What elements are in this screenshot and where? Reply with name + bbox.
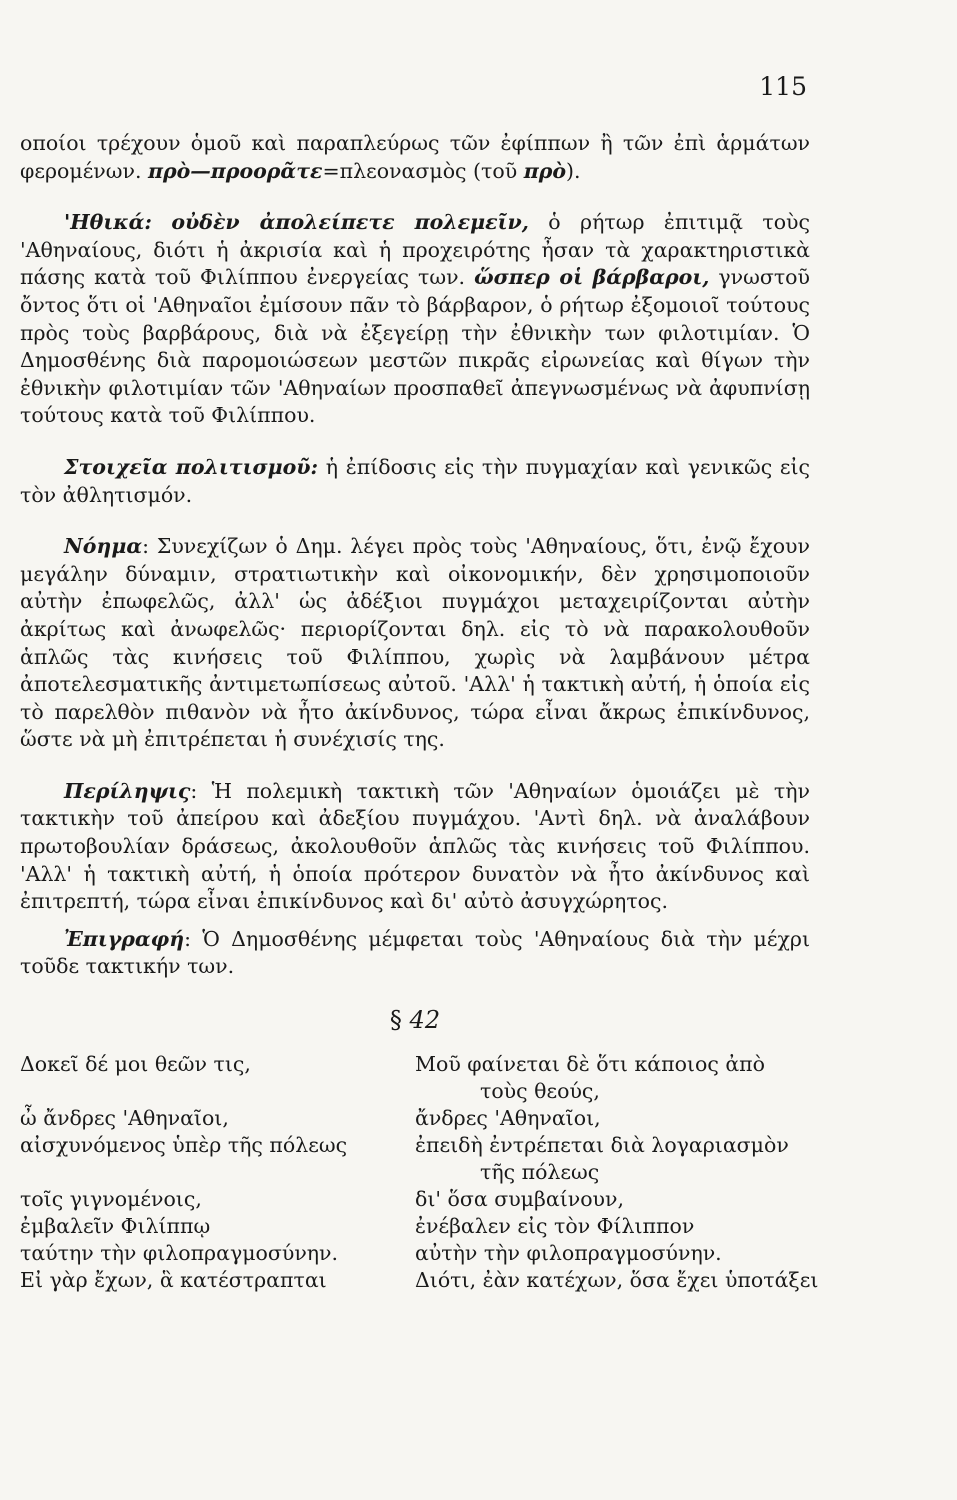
translation-line: δι' ὅσα συμβαίνουν,: [415, 1186, 624, 1211]
translation-line: τοὺς θεούς,: [480, 1078, 600, 1103]
summary-label: Περίληψις: [64, 778, 191, 803]
paragraph-title: Ἐπιγραφή: Ὁ Δημοσθένης μέμφεται τοὺς 'Αθηναίους διὰ τὴν μέχρι τοῦδε τακτικήν των.: [20, 926, 810, 979]
original-line: ταύτην τὴν φιλοπραγμοσύνην.: [20, 1240, 339, 1265]
paragraph-summary: Περίληψις: Ἡ πολεμικὴ τακτικὴ τῶν 'Αθηναίων ὁμοιάζει μὲ τὴν τακτικὴν τοῦ ἀπείρου καὶ ἀδεξίου πυγμάχου. 'Αντὶ δηλ. νὰ ἀναλάβουν πρωτοβουλίαν δράσεως, ἀκολουθοῦν ἁπλῶς τὰς κινήσεις τοῦ Φιλίππου. 'Αλλ' ἡ τακτικὴ αὐτή, ἡ ὁποία πρότερον δυνατὸν νὰ ἦτο ἀκίνδυνος καὶ ἐπιτρεπτή, τώρα εἶναι ἐπικίνδυνος καὶ δι' αὐτὸ ἀσυγχώρητος.: [20, 778, 810, 914]
original-greek-column: [20, 1051, 400, 1294]
paragraph-ethics: 'Ηθικά: οὐδὲν ἀπολείπετε πολεμεῖν, ὁ ρήτωρ ἐπιτιμᾷ τοὺς 'Αθηναίους, διότι ἡ ἀκρισία καὶ ἡ προχειρότης ἦσαν τὰ χαρακτηριστικὰ πάσης κατὰ τοῦ Φιλίππου ἐνεργείας των. ὥσπερ οἱ βάρβαροι, γνωστοῦ ὄντος ὅτι οἱ 'Αθηναῖοι ἐμίσουν πᾶν τὸ βάρβαρον, ὁ ρήτωρ ἐξομοιοῖ τούτους πρὸς τοὺς βαρβάρους, διὰ νὰ ἐξεγείρῃ τὴν ἐθνικὴν των φιλοτιμίαν. Ὁ Δημοσθένης διὰ παρομοιώσεων μεστῶν πικρᾶς εἰρωνείας καὶ θίγων τὴν ἐθνικὴν φιλοτιμίαν τῶν 'Αθηναίων προσπαθεῖ ἀπεγνωσμένως νὰ ἀφυπνίσῃ τούτους κατὰ τοῦ Φιλίππου.: [20, 210, 810, 428]
original-line: Εἰ γὰρ ἔχων, ἃ κατέστραπται: [20, 1267, 327, 1292]
translation-line: αὐτὴν τὴν φιλοπραγμοσύνην.: [415, 1240, 722, 1265]
original-line: ἐμβαλεῖν Φιλίππῳ: [20, 1213, 211, 1238]
keyword-ouden: οὐδὲν ἀπολείπετε πολεμεῖν,: [171, 210, 529, 235]
ethics-label: 'Ηθικά:: [64, 210, 152, 235]
translation-line: Διότι, ἐὰν κατέχων, ὅσα ἔχει ὑποτάξει: [415, 1267, 819, 1292]
section-heading: § 42: [389, 1006, 441, 1035]
translation-line: Μοῦ φαίνεται δὲ ὅτι κάποιος ἀπὸ: [415, 1051, 765, 1076]
translation-line: ἐνέβαλεν εἰς τὸν Φίλιππον: [415, 1213, 695, 1238]
original-line: Δοκεῖ δέ μοι θεῶν τις,: [20, 1051, 251, 1076]
translation-line: τῆς πόλεως: [480, 1159, 600, 1184]
translation-column: [415, 1051, 835, 1294]
paragraph-intro: οποίοι τρέχουν ὁμοῦ καὶ παραπλεύρως τῶν ἐφίππων ἢ τῶν ἐπὶ ἁρμάτων φερομένων. πρὸ—προορᾶτε=πλεονασμὸς (τοῦ πρὸ).: [20, 131, 810, 183]
commentary-body: [20, 130, 819, 1292]
paragraph-civilization: Στοιχεῖα πολιτισμοῦ: ἡ ἐπίδοσις εἰς τὴν πυγμαχίαν καὶ γενικῶς εἰς τὸν ἀθλητισμόν.: [20, 454, 810, 507]
original-line: αἰσχυνόμενος ὑπὲρ τῆς πόλεως: [20, 1132, 348, 1157]
original-line: τοῖς γιγνομένοις,: [20, 1186, 202, 1211]
meaning-label: Νόημα: [64, 534, 143, 559]
civilization-label: Στοιχεῖα πολιτισμοῦ:: [64, 454, 319, 479]
translation-line: ἐπειδὴ ἐντρέπεται διὰ λογαριασμὸν: [415, 1132, 789, 1157]
page-number: 115: [759, 72, 807, 101]
keyword-pro-proorate: πρὸ—προορᾶτε: [148, 158, 323, 183]
keyword-barbaroi: ὥσπερ οἱ βάρβαροι,: [474, 265, 710, 290]
paragraph-meaning: Νόημα: Συνεχίζων ὁ Δημ. λέγει πρὸς τοὺς 'Αθηναίους, ὅτι, ἐνῷ ἔχουν μεγάλην δύναμιν, στρατιωτικὴν καὶ οἰκονομικήν, δὲν χρησιμοποιοῦν αὐτὴν ἐπωφελῶς, ἀλλ' ὡς ἀδέξιοι πυγμάχοι μεταχειρίζονται αὐτὴν ἀκρίτως καὶ ἀνωφελῶς· περιορίζονται δηλ. εἰς τὸ νὰ παρακολουθοῦν ἁπλῶς τὰς κινήσεις τοῦ Φιλίππου, χωρὶς νὰ λαμβάνουν μέτρα ἀποτελεσματικῆς ἀντιμετωπίσεως αὐτοῦ. 'Αλλ' ἡ τακτικὴ αὐτή, ἡ ὁποία εἰς τὸ παρελθὸν πιθανὸν νὰ ἦτο ἀκίνδυνος, τώρα εἶναι ἄκρως ἐπικίνδυνος, ὥστε νὰ μὴ ἐπιτρέπεται ἡ συνέχισίς της.: [20, 534, 810, 752]
translation-line: ἄνδρες 'Αθηναῖοι,: [415, 1105, 601, 1130]
original-line: ὦ ἄνδρες 'Αθηναῖοι,: [20, 1105, 229, 1130]
title-label: Ἐπιγραφή: [64, 926, 185, 951]
